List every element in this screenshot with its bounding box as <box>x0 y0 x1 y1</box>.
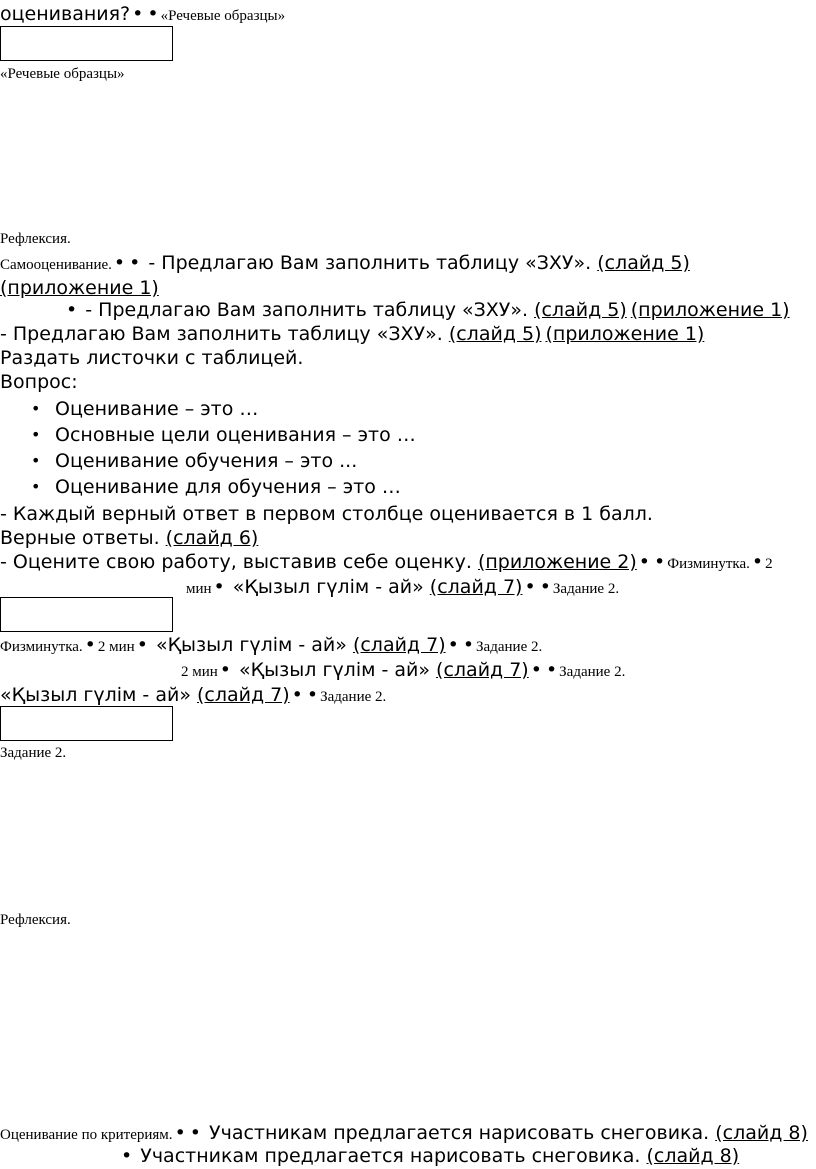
bullet-icon: • <box>539 576 551 598</box>
empty-box <box>0 597 173 632</box>
text: - Предлагаю Вам заполнить таблицу «ЗХУ». <box>79 299 535 321</box>
slide-link[interactable]: (слайд 8) <box>715 1122 808 1144</box>
slide-link[interactable]: (слайд 7) <box>352 634 446 656</box>
list-item <box>31 474 416 500</box>
empty-box <box>0 26 173 61</box>
text: Физминутка. <box>667 556 750 572</box>
text: «Қызыл гүлім - ай» <box>0 684 197 706</box>
slide-link[interactable]: (слайд 7) <box>436 659 529 681</box>
slide-link[interactable]: (слайд 8) <box>646 1145 740 1167</box>
heading-reflection: Рефлексия. <box>0 231 71 247</box>
line-12 <box>0 550 773 574</box>
list-item-text: Оценивание для обучения – это … <box>55 476 401 498</box>
bullet-icon: • <box>638 551 651 573</box>
line-20 <box>119 1144 739 1168</box>
slide-link[interactable]: (слайд 5) <box>597 252 690 274</box>
text: Участникам предлагается нарисовать снеговика. <box>134 1145 647 1167</box>
line-2: «Речевые образцы» <box>0 66 125 82</box>
slide-link[interactable]: (слайд 5) <box>448 323 542 345</box>
text: 2 <box>765 556 773 572</box>
bullet-icon: • <box>219 659 232 681</box>
list-item-text: Оценивание – это … <box>55 398 259 420</box>
empty-box <box>0 706 173 741</box>
bullet-icon: • <box>751 551 764 573</box>
line-16 <box>0 683 386 707</box>
text: - Предлагаю Вам заполнить таблицу «ЗХУ». <box>0 323 449 345</box>
bullet-icon: • <box>31 451 41 470</box>
line-9: Вопрос: <box>0 371 78 393</box>
bullet-icon: • <box>174 1122 186 1144</box>
bullet-icon: • <box>147 3 159 25</box>
list-item <box>31 396 416 422</box>
text: Оценивание по критериям. <box>0 1127 173 1143</box>
bullet-icon: • <box>132 3 144 25</box>
text: Участникам предлагается нарисовать снеговика. <box>203 1122 716 1144</box>
text: Задание 2. <box>320 689 387 705</box>
text: 2 мин <box>181 664 218 680</box>
line-19 <box>0 1121 808 1145</box>
bullet-icon: • <box>524 576 536 598</box>
slide-link[interactable]: (слайд 5) <box>534 299 627 321</box>
line-17: Задание 2. <box>0 745 67 761</box>
appendix-link[interactable]: (приложение 2) <box>477 551 637 573</box>
text: - Оцените свою работу, выставив себе оценку. <box>0 551 478 573</box>
question-list <box>31 396 416 500</box>
text: Задание 2. <box>552 581 620 597</box>
bullet-icon: • <box>654 551 666 573</box>
text: - Предлагаю Вам заполнить таблицу «ЗХУ». <box>142 252 598 274</box>
line-8: Раздать листочки с таблицей. <box>0 347 304 369</box>
appendix-link[interactable]: (приложение 1) <box>630 299 790 321</box>
slide-link[interactable]: (слайд 6) <box>165 527 259 549</box>
appendix-link[interactable]: (приложение 1) <box>0 277 159 299</box>
line-15 <box>181 658 625 682</box>
bullet-icon: • <box>291 684 303 706</box>
line-4 <box>0 251 690 275</box>
line-7 <box>0 322 704 346</box>
line-11 <box>0 526 258 550</box>
bullet-icon: • <box>121 1145 133 1167</box>
bullet-icon: • <box>545 659 558 681</box>
slide-link[interactable]: (слайд 7) <box>196 684 290 706</box>
text: Самооценивание. <box>0 257 112 273</box>
bullet-icon: • <box>31 477 41 496</box>
bullet-icon: • <box>66 299 78 321</box>
bullet-icon: • <box>113 252 126 274</box>
list-item-text: Оценивание обучения – это ... <box>55 450 358 472</box>
bullet-icon: • <box>31 399 41 418</box>
text: «Қызыл гүлім - ай» <box>149 634 353 656</box>
appendix-link[interactable]: (приложение 1) <box>545 323 705 345</box>
bullet-icon: • <box>129 252 141 274</box>
text: Задание 2. <box>476 639 543 655</box>
text: «Қызыл гүлім - ай» <box>233 659 437 681</box>
text: оценивания? <box>0 3 131 25</box>
bullet-icon: • <box>447 634 459 656</box>
bullet-icon: • <box>189 1122 201 1144</box>
bullet-icon: • <box>31 425 41 444</box>
text: Задание 2. <box>559 664 626 680</box>
line-6 <box>64 298 790 322</box>
text: Верные ответы. <box>0 527 166 549</box>
text: мин <box>186 581 212 597</box>
line-14 <box>0 633 542 657</box>
list-item <box>31 448 416 474</box>
slide-link[interactable]: (слайд 7) <box>429 576 523 598</box>
bullet-icon: • <box>462 634 475 656</box>
bullet-icon: • <box>530 659 542 681</box>
bullet-icon: • <box>136 634 148 656</box>
bullet-icon: • <box>84 634 96 656</box>
line-1 <box>0 2 285 26</box>
list-item <box>31 422 416 448</box>
text: «Қызыл гүлім - ай» <box>226 576 430 598</box>
list-item-text: Основные цели оценивания – это … <box>55 424 416 446</box>
text: 2 мин <box>97 639 135 655</box>
text: Физминутка. <box>0 639 83 655</box>
line-13 <box>186 575 619 599</box>
bullet-icon: • <box>213 576 225 598</box>
line-10: - Каждый верный ответ в первом столбце оценивается в 1 балл. <box>0 503 653 525</box>
text: «Речевые образцы» <box>160 8 286 24</box>
bullet-icon: • <box>306 684 319 706</box>
heading-reflection: Рефлексия. <box>0 912 71 928</box>
